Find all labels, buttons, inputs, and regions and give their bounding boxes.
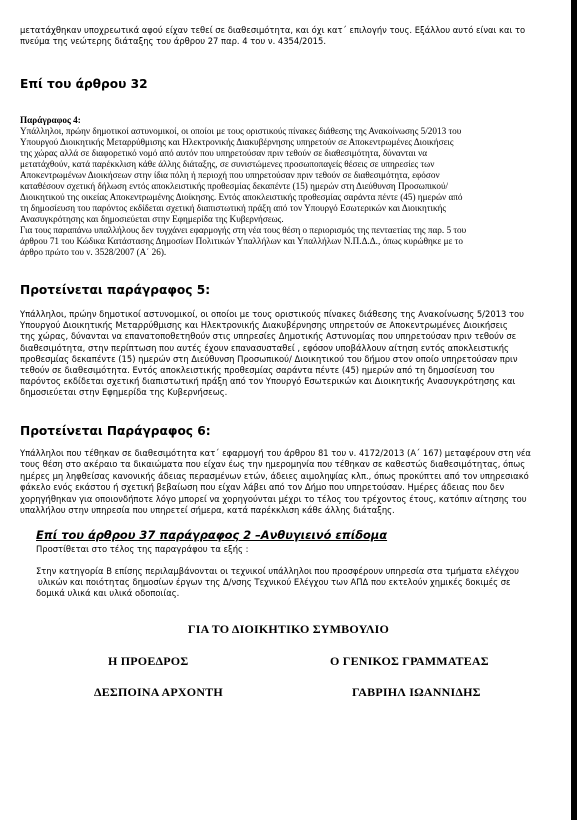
president-role: Η ΠΡΟΕΔΡΟΣ	[108, 654, 189, 668]
text-line: της χώρας, δύνανται να επανατοποθετηθούν στις υπηρεσίες Δημοτικής Αστυνομίας που υπηρετούσαν πριν τεθούν σε	[20, 331, 517, 342]
section-heading-paragraph-6: Προτείνεται Παράγραφος 6:	[20, 424, 211, 438]
paragraph-5-body	[20, 309, 568, 399]
president-name: ΔΕΣΠΟΙΝΑ ΑΡΧΟΝΤΗ	[94, 685, 223, 699]
text-line: τους θέση στο ακέραιο τα δικαιώματα που είχαν έως την ημερομηνία που τέθηκαν σε καθεστώς διαθεσιμότητας, όπως	[20, 459, 526, 470]
text-line: Υπουργού Διοικητικής Μεταρρύθμισης και Ηλεκτρονικής Διακυβέρνησης υπηρετούν σε Αποκεντρωμένες Διοικήσεις	[20, 320, 508, 331]
text-line: Αποκεντρωμένων Διοικήσεων στην ίδια πόλη ή περιοχή που υπηρετούσαν πριν τεθούν σε διαθεσιμότητα, εφόσον	[20, 170, 440, 180]
text-line: φάκελο ενός εκάστου ή σχετική βεβαίωση που είχαν λάβει από τον Δήμο που υπηρετούσαν. Ημέρες άδειας που δεν	[20, 482, 505, 493]
continuation-text	[20, 25, 565, 46]
text-line: Ανασυγκρότησης και δημοσιεύεται στην Εφημερίδα της Κυβερνήσεως.	[20, 214, 284, 224]
text-line: παρόντος εκδίδεται σχετική διαπιστωτική πράξη από τον Υπουργό Εσωτερικών και Διοικητικής Ανασυγκρότησης και	[20, 376, 516, 387]
paragraph-label: Παράγραφος 4:	[20, 115, 81, 125]
text-line: Στην κατηγορία Β επίσης περιλαμβάνονται οι τεχνικοί υπάλληλοι που προσφέρουν υπηρεσία στα τμήματα ελέγχου	[36, 566, 520, 576]
board-signature-heading: ΓΙΑ ΤΟ ΔΙΟΙΚΗΤΙΚΟ ΣΥΜΒΟΥΛΙΟ	[187, 622, 390, 636]
text-line: Υπάλληλοι, πρώην δημοτικοί αστυνομικοί, οι οποίοι με τους οριστικούς πίνακες διάθεσης της Ανακοίνωσης 5/2013 του	[20, 309, 524, 319]
text-line: Υπουργού Διοικητικής Μεταρρύθμισης και Ηλεκτρονικής Διακυβέρνησης υπηρετούν σε Αποκεντρωμένες Διοικήσεις	[20, 137, 454, 147]
paragraph-6-body	[20, 448, 568, 516]
text-line: άρθρου 71 του Κώδικα Κατάστασης Δημοσίων Πολιτικών Υπαλλήλων και Υπαλλήλων Ν.Π.Δ.Δ., όπως κυρώθηκε με το	[20, 236, 463, 246]
text-line: ημέρες μη ληφθείσας κανονικής άδειας περασμένων ετών, άδειες αιμοληψίας κλπ., όπως προκύπτει από τον υπηρεσιακό	[20, 470, 529, 481]
text-line: μετατάχθηκαν υποχρεωτικά αφού είχαν τεθεί σε διαθεσιμότητα, και όχι κατ΄ επιλογήν τους. Εξάλλου αυτό είναι και το	[20, 25, 526, 35]
text-line: πνεύμα της νεώτερης διάταξης του άρθρου 27 παρ. 4 του ν. 4354/2015.	[20, 35, 327, 46]
article-37-intro: Προστίθεται στο τέλος της παραγράφου τα εξής :	[36, 544, 249, 554]
text-line: τη δημοσίευση του παρόντος εκδίδεται σχετική διαπιστωτική πράξη από τον Υπουργό Εσωτερικών και Διοικητικής	[20, 203, 447, 213]
text-line: καταθέσουν σχετική δήλωση εντός αποκλειστικής προθεσμίας δεκαπέντε (15) ημερών στη Διεύθυνση Προσωπικού/	[20, 181, 449, 191]
text-line: Υπάλληλοι που τέθηκαν σε διαθεσιμότητα κατ΄ εφαρμογή του άρθρου 81 του ν. 4172/2013 (Α΄ 167) μεταφέρουν στη νέα	[20, 448, 531, 458]
text-line: υλικών και ποιότητας δημοσίων έργων της Δ/νσης Τεχνικού Ελέγχου των ΑΠΔ που εκτελούν χημικές δοκιμές σε	[38, 577, 511, 587]
text-line: Διοικητικού της οικείας Αποκεντρωμένης Διοίκησης. Εντός αποκλειστικής προθεσμίας σαράντα πέντε (45) ημερών από	[20, 192, 463, 202]
text-line: Υπάλληλοι, πρώην δημοτικοί αστυνομικοί, οι οποίοι με τους οριστικούς πίνακες διάθεσης της Ανακοίνωσης 5/2013 του	[20, 126, 462, 136]
text-line: της χώρας αλλά σε διαφορετικό νομό από αυτόν που υπηρετούσαν πριν τεθούν σε διαθεσιμότητα, δύνανται να	[20, 148, 428, 158]
text-line: Για τους παραπάνω υπαλλήλους δεν τυγχάνει εφαρμογής στη νέα τους θέση ο περιορισμός της πενταετίας της παρ. 5 του	[20, 225, 467, 235]
secretary-general-name: ΓΑΒΡΙΗΛ ΙΩΑΝΝΙΔΗΣ	[352, 685, 481, 699]
text-line: δημοσιεύεται στην Εφημερίδα της Κυβερνήσεως.	[20, 387, 228, 398]
article-32-body	[20, 126, 568, 258]
text-line: διαθεσιμότητα, στην περίπτωση που αυτές έχουν επανασυσταθεί , εφόσον υποβάλλουν αίτηση εντός αποκλειστικής	[20, 342, 509, 353]
text-line: τεθούν σε διαθεσιμότητα. Εντός αποκλειστικής προθεσμίας σαράντα πέντε (45) ημερών από τη δημοσίευση του	[20, 365, 495, 376]
section-heading-paragraph-5: Προτείνεται παράγραφος 5:	[20, 283, 211, 297]
text-line: χορηγήθηκαν για οποιονδήποτε λόγο μπορεί να χορηγούνται μέχρι το τέλος του τρέχοντος έτους, κατόπιν αίτησης του	[20, 493, 527, 504]
page-edge-bar	[571, 0, 577, 820]
section-heading-article-37: Επί του άρθρου 37 παράγραφος 2 –Ανθυγιεινό επίδομα	[36, 528, 388, 542]
section-heading-article-32: Επί του άρθρου 32	[20, 77, 148, 91]
article-37-body	[36, 566, 566, 599]
text-line: προθεσμίας δεκαπέντε (15) ημερών στη Διεύθυνση Προσωπικού/ Διοικητικού του δήμου στον οποίο υπηρετούσαν πριν	[20, 353, 518, 364]
text-line: δομικά υλικά και υλικά οδοποιίας.	[36, 588, 180, 598]
text-line: μετατάχθούν, κατά παρέκκλιση κάθε άλλης διάταξης, σε συνιστώμενες προσωποπαγείς θέσεις σε υπηρεσίες των	[20, 159, 435, 169]
text-line: υπαλλήλου στην υπηρεσία που υπηρετεί σήμερα, κατά παρέκκλιση κάθε άλλης διάταξης.	[20, 505, 395, 516]
secretary-general-role: Ο ΓΕΝΙΚΟΣ ΓΡΑΜΜΑΤΕΑΣ	[330, 654, 489, 668]
text-line: άρθρο πρώτο του ν. 3528/2007 (Α΄ 26).	[20, 247, 167, 257]
